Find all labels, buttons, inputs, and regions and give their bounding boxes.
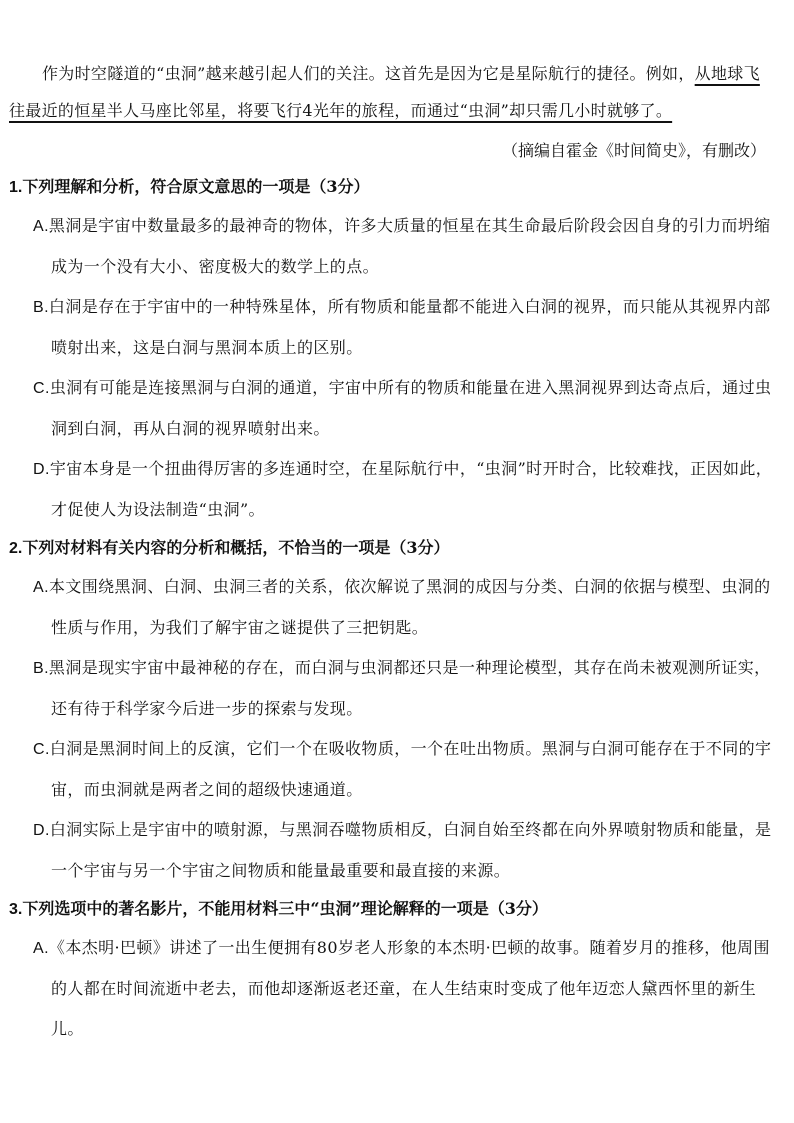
option-2a xyxy=(9,567,774,648)
option-text: 黑洞是宇宙中数量最多的最神奇的物体，许多大质量的恒星在其生命最后阶段会因自身的引力而坍缩成为一个没有大小、密度极大的数学上的点。 xyxy=(48,216,771,276)
option-label: C. xyxy=(33,741,50,758)
passage-intro: 作为时空隧道的“虫洞”越来越引起人们的关注。这首先是因为它是星际航行的捷径。例如， xyxy=(42,64,695,83)
question-stem xyxy=(9,530,774,567)
option-3a xyxy=(9,928,774,1049)
question-number: 2. xyxy=(9,540,23,557)
passage-source: （摘编自霍金《时间简史》，有删改） xyxy=(501,141,766,160)
option-label: D. xyxy=(33,822,50,839)
question-number: 1. xyxy=(9,179,23,196)
question-text: 下列选项中的著名影片，不能用材料三中“虫洞”理论解释的一项是（3分） xyxy=(22,899,548,918)
question-block-2 xyxy=(9,530,774,891)
option-2d xyxy=(9,810,774,891)
question-block-3 xyxy=(9,891,774,1049)
option-2b xyxy=(9,648,774,729)
option-label: C. xyxy=(33,380,50,397)
option-text: 白洞实际上是宇宙中的喷射源，与黑洞吞噬物质相反，白洞自始至终都在向外界喷射物质和能量，是一个宇宙与另一个宇宙之间物质和能量最重要和最直接的来源。 xyxy=(49,820,772,880)
option-1c xyxy=(9,368,774,449)
option-label: B. xyxy=(33,660,49,677)
question-block-1 xyxy=(9,169,774,530)
option-1d xyxy=(9,449,774,530)
option-text: 白洞是黑洞时间上的反演，它们一个在吸收物质，一个在吐出物质。黑洞与白洞可能存在于不同的宇宙，而虫洞就是两者之间的超级快速通道。 xyxy=(49,739,772,799)
question-stem xyxy=(9,169,774,206)
option-1a xyxy=(9,206,774,287)
question-text: 下列理解和分析，符合原文意思的一项是（3分） xyxy=(22,177,370,196)
option-text: 虫洞有可能是连接黑洞与白洞的通道，宇宙中所有的物质和能量在进入黑洞视界到达奇点后，通过虫洞到白洞，再从白洞的视界喷射出来。 xyxy=(49,378,772,438)
option-text: 黑洞是现实宇宙中最神秘的存在，而白洞与虫洞都还只是一种理论模型，其存在尚未被观测所证实，还有待于科学家今后进一步的探索与发现。 xyxy=(48,658,771,718)
question-stem xyxy=(9,891,774,928)
question-number: 3. xyxy=(9,901,23,918)
option-text: 宇宙本身是一个扭曲得厉害的多连通时空，在星际航行中，“虫洞”时开时合，比较难找，正因如此，才促使人为设法制造“虫洞”。 xyxy=(49,459,773,519)
option-1b xyxy=(9,287,774,368)
option-text: 白洞是存在于宇宙中的一种特殊星体，所有物质和能量都不能进入白洞的视界，而只能从其视界内部喷射出来，这是白洞与黑洞本质上的区别。 xyxy=(48,297,771,357)
option-label: A. xyxy=(33,218,49,235)
passage-underlined-sentence: 从地球飞往最近的恒星半人马座比邻星，将要飞行4光年的旅程，而通过“虫洞”却只需几小时就够了。 xyxy=(9,64,760,120)
option-text: 本文围绕黑洞、白洞、虫洞三者的关系，依次解说了黑洞的成因与分类、白洞的依据与模型、虫洞的性质与作用，为我们了解宇宙之谜提供了三把钥匙。 xyxy=(48,577,771,637)
option-label: A. xyxy=(33,940,49,957)
question-text: 下列对材料有关内容的分析和概括，不恰当的一项是（3分） xyxy=(22,538,450,557)
option-text: 《本杰明·巴顿》讲述了一出生便拥有80岁老人形象的本杰明·巴顿的故事。随着岁月的推移，他周围的人都在时间流逝中老去，而他却逐渐返老还童，在人生结束时变成了他年迈恋人黛西怀里的新生儿。 xyxy=(48,938,770,1038)
option-label: A. xyxy=(33,579,49,596)
option-label: B. xyxy=(33,299,49,316)
option-label: D. xyxy=(33,461,50,478)
passage-paragraph xyxy=(9,56,774,129)
option-2c xyxy=(9,729,774,810)
